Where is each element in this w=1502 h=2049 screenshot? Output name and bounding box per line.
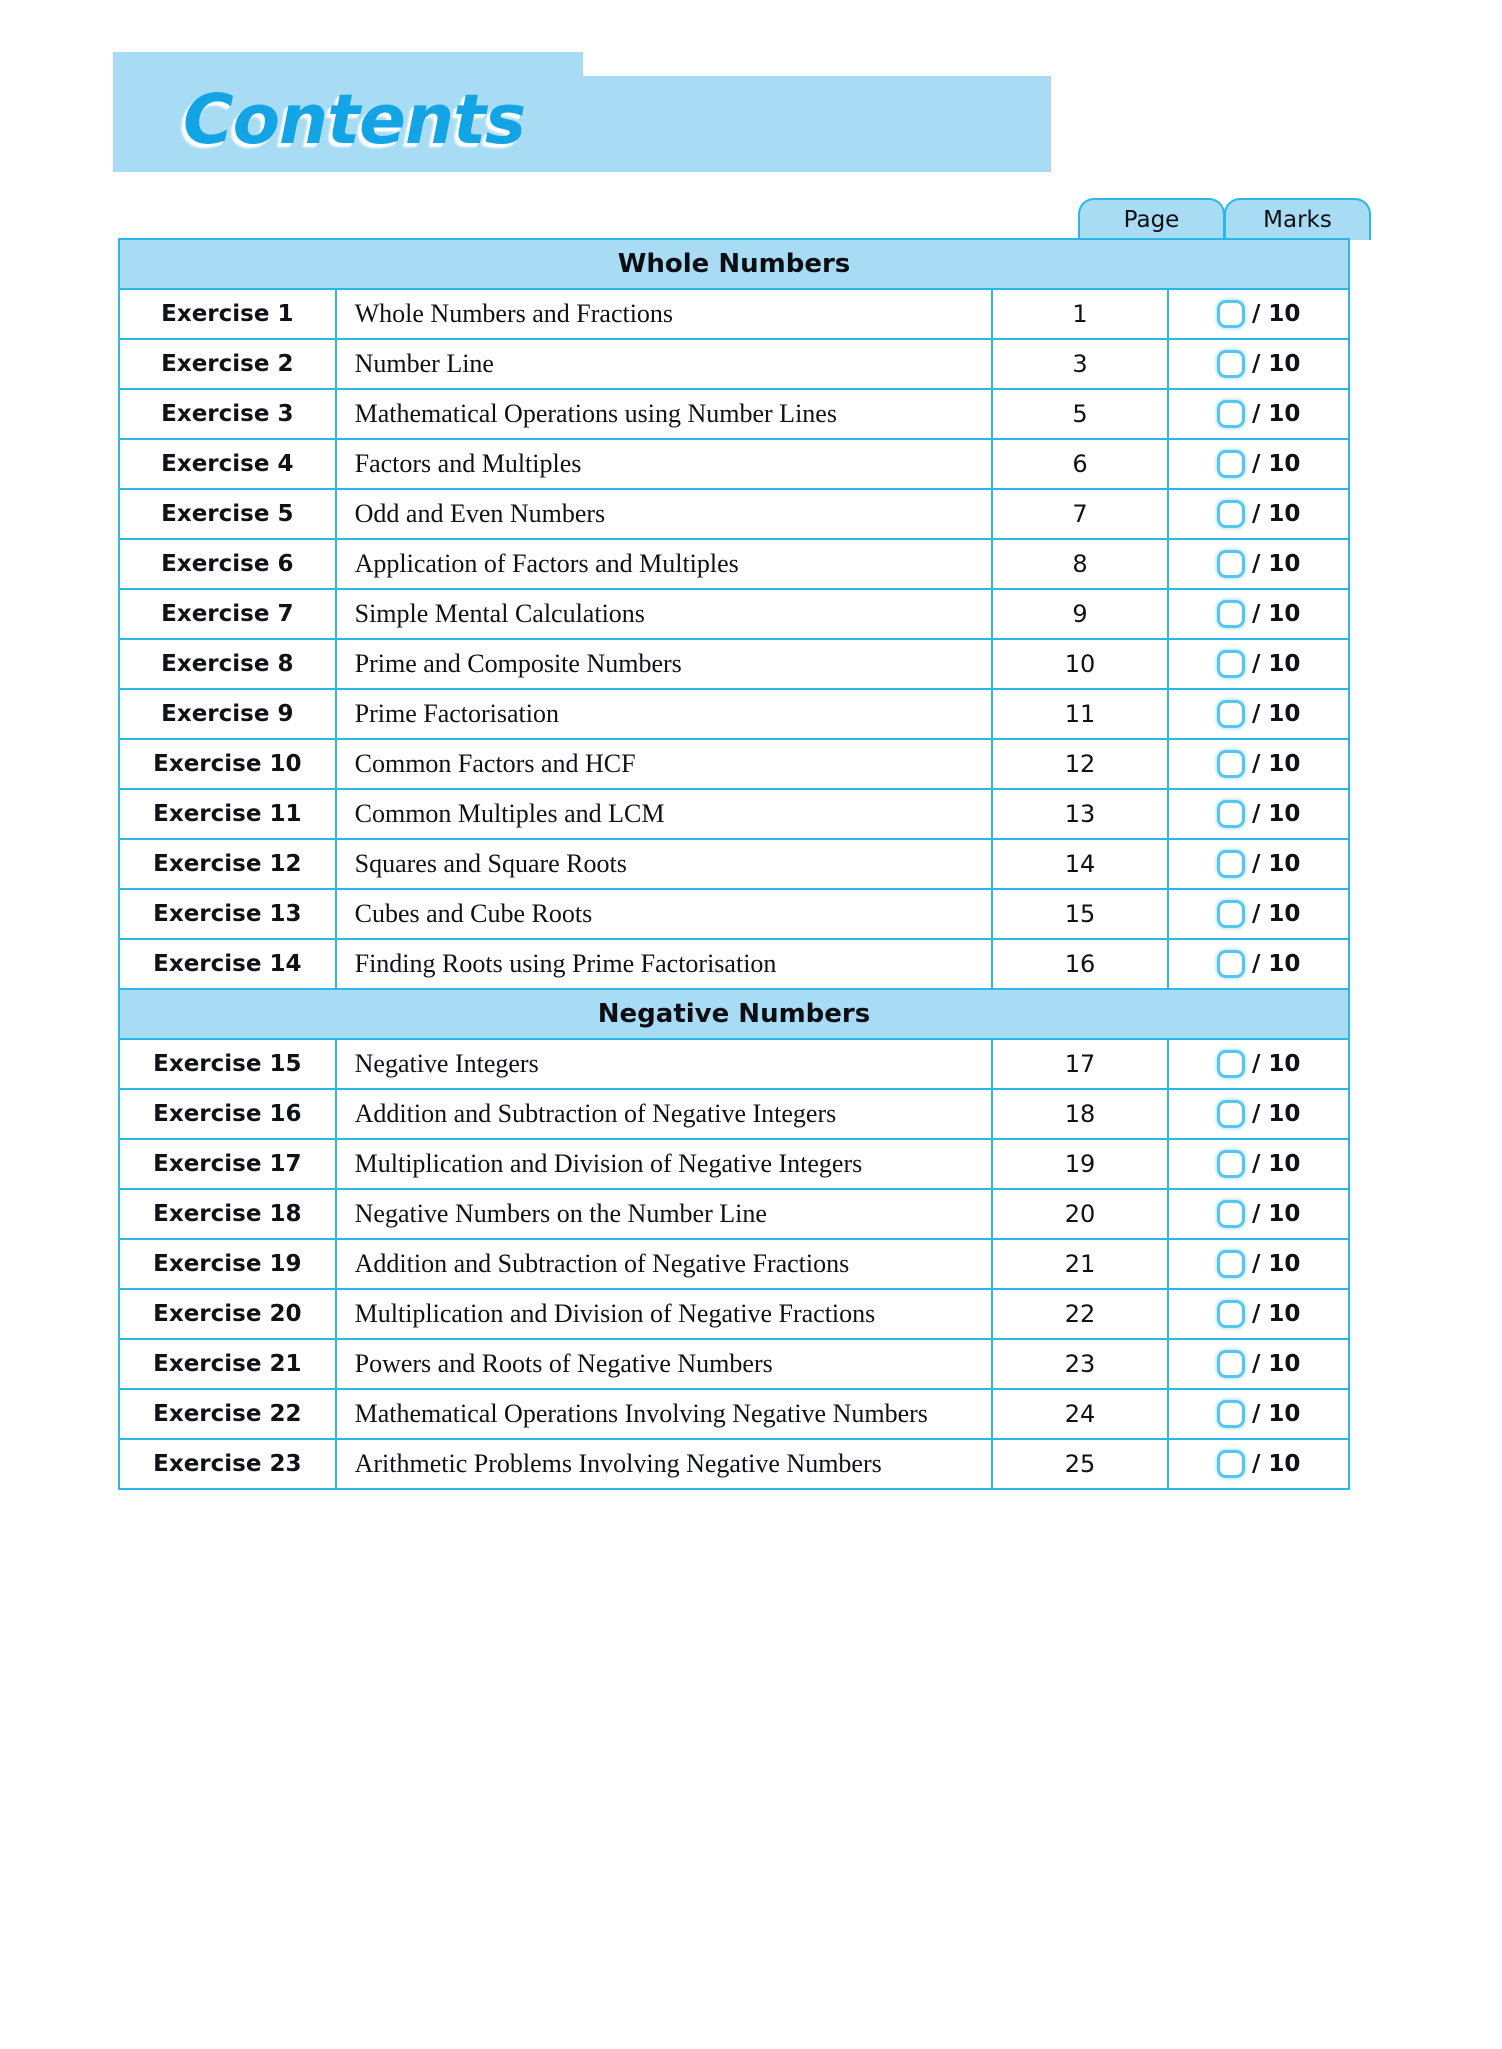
marks-total-label: / 10 (1252, 651, 1301, 677)
table-row (119, 939, 1349, 989)
table-row (119, 1189, 1349, 1239)
exercise-label: Exercise 2 (119, 339, 336, 389)
marks-wrapper (1169, 550, 1348, 578)
exercise-title: Common Multiples and LCM (336, 789, 992, 839)
marks-total-label: / 10 (1252, 1151, 1301, 1177)
marks-wrapper (1169, 350, 1348, 378)
marks-wrapper (1169, 500, 1348, 528)
score-checkbox-icon[interactable] (1217, 1350, 1245, 1378)
exercise-label: Exercise 20 (119, 1289, 336, 1339)
marks-cell (1168, 1289, 1349, 1339)
table-row (119, 339, 1349, 389)
score-checkbox-icon[interactable] (1217, 650, 1245, 678)
exercise-label: Exercise 23 (119, 1439, 336, 1489)
exercise-label: Exercise 7 (119, 589, 336, 639)
contents-banner (113, 52, 1053, 172)
score-checkbox-icon[interactable] (1217, 900, 1245, 928)
marks-total-label: / 10 (1252, 601, 1301, 627)
marks-cell (1168, 639, 1349, 689)
exercise-label: Exercise 12 (119, 839, 336, 889)
marks-wrapper (1169, 1050, 1348, 1078)
marks-total-label: / 10 (1252, 1251, 1301, 1277)
page-number: 21 (992, 1239, 1169, 1289)
marks-total-label: / 10 (1252, 1351, 1301, 1377)
section-header-row (119, 239, 1349, 289)
column-tab-marks-label: Marks (1263, 207, 1332, 233)
score-checkbox-icon[interactable] (1217, 350, 1245, 378)
page-number: 14 (992, 839, 1169, 889)
marks-wrapper (1169, 1350, 1348, 1378)
marks-cell (1168, 489, 1349, 539)
page-number: 16 (992, 939, 1169, 989)
table-row (119, 839, 1349, 889)
exercise-title: Negative Integers (336, 1039, 992, 1089)
column-tab-page-label: Page (1123, 207, 1180, 233)
marks-total-label: / 10 (1252, 801, 1301, 827)
exercise-title: Odd and Even Numbers (336, 489, 992, 539)
marks-total-label: / 10 (1252, 701, 1301, 727)
exercise-label: Exercise 18 (119, 1189, 336, 1239)
table-row (119, 539, 1349, 589)
exercise-title: Multiplication and Division of Negative Fractions (336, 1289, 992, 1339)
table-row (119, 489, 1349, 539)
page-number: 7 (992, 489, 1169, 539)
marks-wrapper (1169, 1400, 1348, 1428)
marks-total-label: / 10 (1252, 901, 1301, 927)
marks-total-label: / 10 (1252, 1451, 1301, 1477)
marks-wrapper (1169, 800, 1348, 828)
page-number: 3 (992, 339, 1169, 389)
marks-total-label: / 10 (1252, 1051, 1301, 1077)
score-checkbox-icon[interactable] (1217, 850, 1245, 878)
marks-cell (1168, 1239, 1349, 1289)
marks-wrapper (1169, 400, 1348, 428)
score-checkbox-icon[interactable] (1217, 750, 1245, 778)
marks-cell (1168, 1439, 1349, 1489)
marks-cell (1168, 1039, 1349, 1089)
exercise-label: Exercise 8 (119, 639, 336, 689)
page-number: 22 (992, 1289, 1169, 1339)
marks-wrapper (1169, 450, 1348, 478)
table-row (119, 1389, 1349, 1439)
marks-wrapper (1169, 1100, 1348, 1128)
page-number: 1 (992, 289, 1169, 339)
score-checkbox-icon[interactable] (1217, 1100, 1245, 1128)
table-row (119, 1289, 1349, 1339)
marks-total-label: / 10 (1252, 1101, 1301, 1127)
marks-wrapper (1169, 1300, 1348, 1328)
marks-wrapper (1169, 600, 1348, 628)
page-number: 20 (992, 1189, 1169, 1239)
section-header-row (119, 989, 1349, 1039)
exercise-label: Exercise 5 (119, 489, 336, 539)
exercise-label: Exercise 4 (119, 439, 336, 489)
exercise-label: Exercise 14 (119, 939, 336, 989)
exercise-label: Exercise 9 (119, 689, 336, 739)
table-row (119, 389, 1349, 439)
marks-wrapper (1169, 1200, 1348, 1228)
exercise-title: Factors and Multiples (336, 439, 992, 489)
marks-wrapper (1169, 950, 1348, 978)
exercise-title: Addition and Subtraction of Negative Fractions (336, 1239, 992, 1289)
marks-total-label: / 10 (1252, 1301, 1301, 1327)
page-number: 12 (992, 739, 1169, 789)
page-number: 25 (992, 1439, 1169, 1489)
page-title: Contents (183, 80, 526, 160)
exercise-label: Exercise 16 (119, 1089, 336, 1139)
marks-wrapper (1169, 1450, 1348, 1478)
table-row (119, 1439, 1349, 1489)
marks-wrapper (1169, 700, 1348, 728)
exercise-title: Powers and Roots of Negative Numbers (336, 1339, 992, 1389)
marks-cell (1168, 539, 1349, 589)
exercise-label: Exercise 11 (119, 789, 336, 839)
marks-cell (1168, 1389, 1349, 1439)
marks-cell (1168, 1089, 1349, 1139)
marks-wrapper (1169, 1250, 1348, 1278)
page-number: 24 (992, 1389, 1169, 1439)
score-checkbox-icon[interactable] (1217, 950, 1245, 978)
marks-wrapper (1169, 300, 1348, 328)
table-row (119, 739, 1349, 789)
exercise-title: Common Factors and HCF (336, 739, 992, 789)
exercise-title: Prime and Composite Numbers (336, 639, 992, 689)
table-row (119, 1239, 1349, 1289)
marks-cell (1168, 389, 1349, 439)
table-of-contents (118, 238, 1350, 1490)
exercise-title: Mathematical Operations using Number Lines (336, 389, 992, 439)
score-checkbox-icon[interactable] (1217, 600, 1245, 628)
score-checkbox-icon[interactable] (1217, 500, 1245, 528)
marks-total-label: / 10 (1252, 351, 1301, 377)
marks-cell (1168, 439, 1349, 489)
page-number: 15 (992, 889, 1169, 939)
exercise-title: Addition and Subtraction of Negative Integers (336, 1089, 992, 1139)
exercise-title: Whole Numbers and Fractions (336, 289, 992, 339)
marks-wrapper (1169, 850, 1348, 878)
marks-cell (1168, 939, 1349, 989)
column-header-tabs (1078, 198, 1371, 240)
score-checkbox-icon[interactable] (1217, 450, 1245, 478)
page-number: 10 (992, 639, 1169, 689)
page-number: 18 (992, 1089, 1169, 1139)
exercise-title: Finding Roots using Prime Factorisation (336, 939, 992, 989)
page-number: 19 (992, 1139, 1169, 1189)
marks-cell (1168, 1189, 1349, 1239)
marks-total-label: / 10 (1252, 551, 1301, 577)
marks-cell (1168, 839, 1349, 889)
exercise-title: Application of Factors and Multiples (336, 539, 992, 589)
page-number: 6 (992, 439, 1169, 489)
section-header-title: Whole Numbers (119, 239, 1349, 289)
table-row (119, 639, 1349, 689)
exercise-title: Mathematical Operations Involving Negative Numbers (336, 1389, 992, 1439)
marks-cell (1168, 739, 1349, 789)
table-row (119, 1039, 1349, 1089)
marks-cell (1168, 339, 1349, 389)
page-number: 9 (992, 589, 1169, 639)
score-checkbox-icon[interactable] (1217, 1400, 1245, 1428)
marks-total-label: / 10 (1252, 301, 1301, 327)
exercise-title: Cubes and Cube Roots (336, 889, 992, 939)
marks-total-label: / 10 (1252, 451, 1301, 477)
marks-cell (1168, 689, 1349, 739)
exercise-label: Exercise 6 (119, 539, 336, 589)
exercise-label: Exercise 22 (119, 1389, 336, 1439)
table-row (119, 1339, 1349, 1389)
marks-cell (1168, 1139, 1349, 1189)
page-number: 17 (992, 1039, 1169, 1089)
exercise-label: Exercise 10 (119, 739, 336, 789)
score-checkbox-icon[interactable] (1217, 300, 1245, 328)
score-checkbox-icon[interactable] (1217, 800, 1245, 828)
table-row (119, 789, 1349, 839)
table-row (119, 689, 1349, 739)
exercise-label: Exercise 13 (119, 889, 336, 939)
score-checkbox-icon[interactable] (1217, 1250, 1245, 1278)
marks-wrapper (1169, 900, 1348, 928)
section-header-title: Negative Numbers (119, 989, 1349, 1039)
marks-total-label: / 10 (1252, 951, 1301, 977)
marks-cell (1168, 1339, 1349, 1389)
exercise-label: Exercise 1 (119, 289, 336, 339)
exercise-title: Arithmetic Problems Involving Negative Numbers (336, 1439, 992, 1489)
marks-wrapper (1169, 650, 1348, 678)
page-number: 11 (992, 689, 1169, 739)
exercise-title: Squares and Square Roots (336, 839, 992, 889)
marks-cell (1168, 289, 1349, 339)
marks-total-label: / 10 (1252, 851, 1301, 877)
table-row (119, 1139, 1349, 1189)
table-row (119, 439, 1349, 489)
score-checkbox-icon[interactable] (1217, 1300, 1245, 1328)
exercise-label: Exercise 19 (119, 1239, 336, 1289)
exercise-title: Negative Numbers on the Number Line (336, 1189, 992, 1239)
page-number: 8 (992, 539, 1169, 589)
marks-total-label: / 10 (1252, 1201, 1301, 1227)
table-row (119, 589, 1349, 639)
table-row (119, 1089, 1349, 1139)
exercise-title: Simple Mental Calculations (336, 589, 992, 639)
exercise-label: Exercise 15 (119, 1039, 336, 1089)
score-checkbox-icon[interactable] (1217, 400, 1245, 428)
table-row (119, 889, 1349, 939)
marks-cell (1168, 589, 1349, 639)
marks-total-label: / 10 (1252, 501, 1301, 527)
score-checkbox-icon[interactable] (1217, 1200, 1245, 1228)
column-tab-page (1078, 198, 1225, 240)
exercise-label: Exercise 17 (119, 1139, 336, 1189)
marks-total-label: / 10 (1252, 751, 1301, 777)
marks-total-label: / 10 (1252, 1401, 1301, 1427)
page-number: 13 (992, 789, 1169, 839)
marks-cell (1168, 889, 1349, 939)
score-checkbox-icon[interactable] (1217, 1450, 1245, 1478)
marks-wrapper (1169, 1150, 1348, 1178)
exercise-label: Exercise 21 (119, 1339, 336, 1389)
table-row (119, 289, 1349, 339)
score-checkbox-icon[interactable] (1217, 1150, 1245, 1178)
page-number: 5 (992, 389, 1169, 439)
score-checkbox-icon[interactable] (1217, 700, 1245, 728)
column-tab-marks (1224, 198, 1371, 240)
marks-total-label: / 10 (1252, 401, 1301, 427)
score-checkbox-icon[interactable] (1217, 1050, 1245, 1078)
exercise-title: Number Line (336, 339, 992, 389)
exercise-title: Prime Factorisation (336, 689, 992, 739)
exercise-title: Multiplication and Division of Negative Integers (336, 1139, 992, 1189)
exercise-label: Exercise 3 (119, 389, 336, 439)
marks-wrapper (1169, 750, 1348, 778)
page-number: 23 (992, 1339, 1169, 1389)
score-checkbox-icon[interactable] (1217, 550, 1245, 578)
marks-cell (1168, 789, 1349, 839)
